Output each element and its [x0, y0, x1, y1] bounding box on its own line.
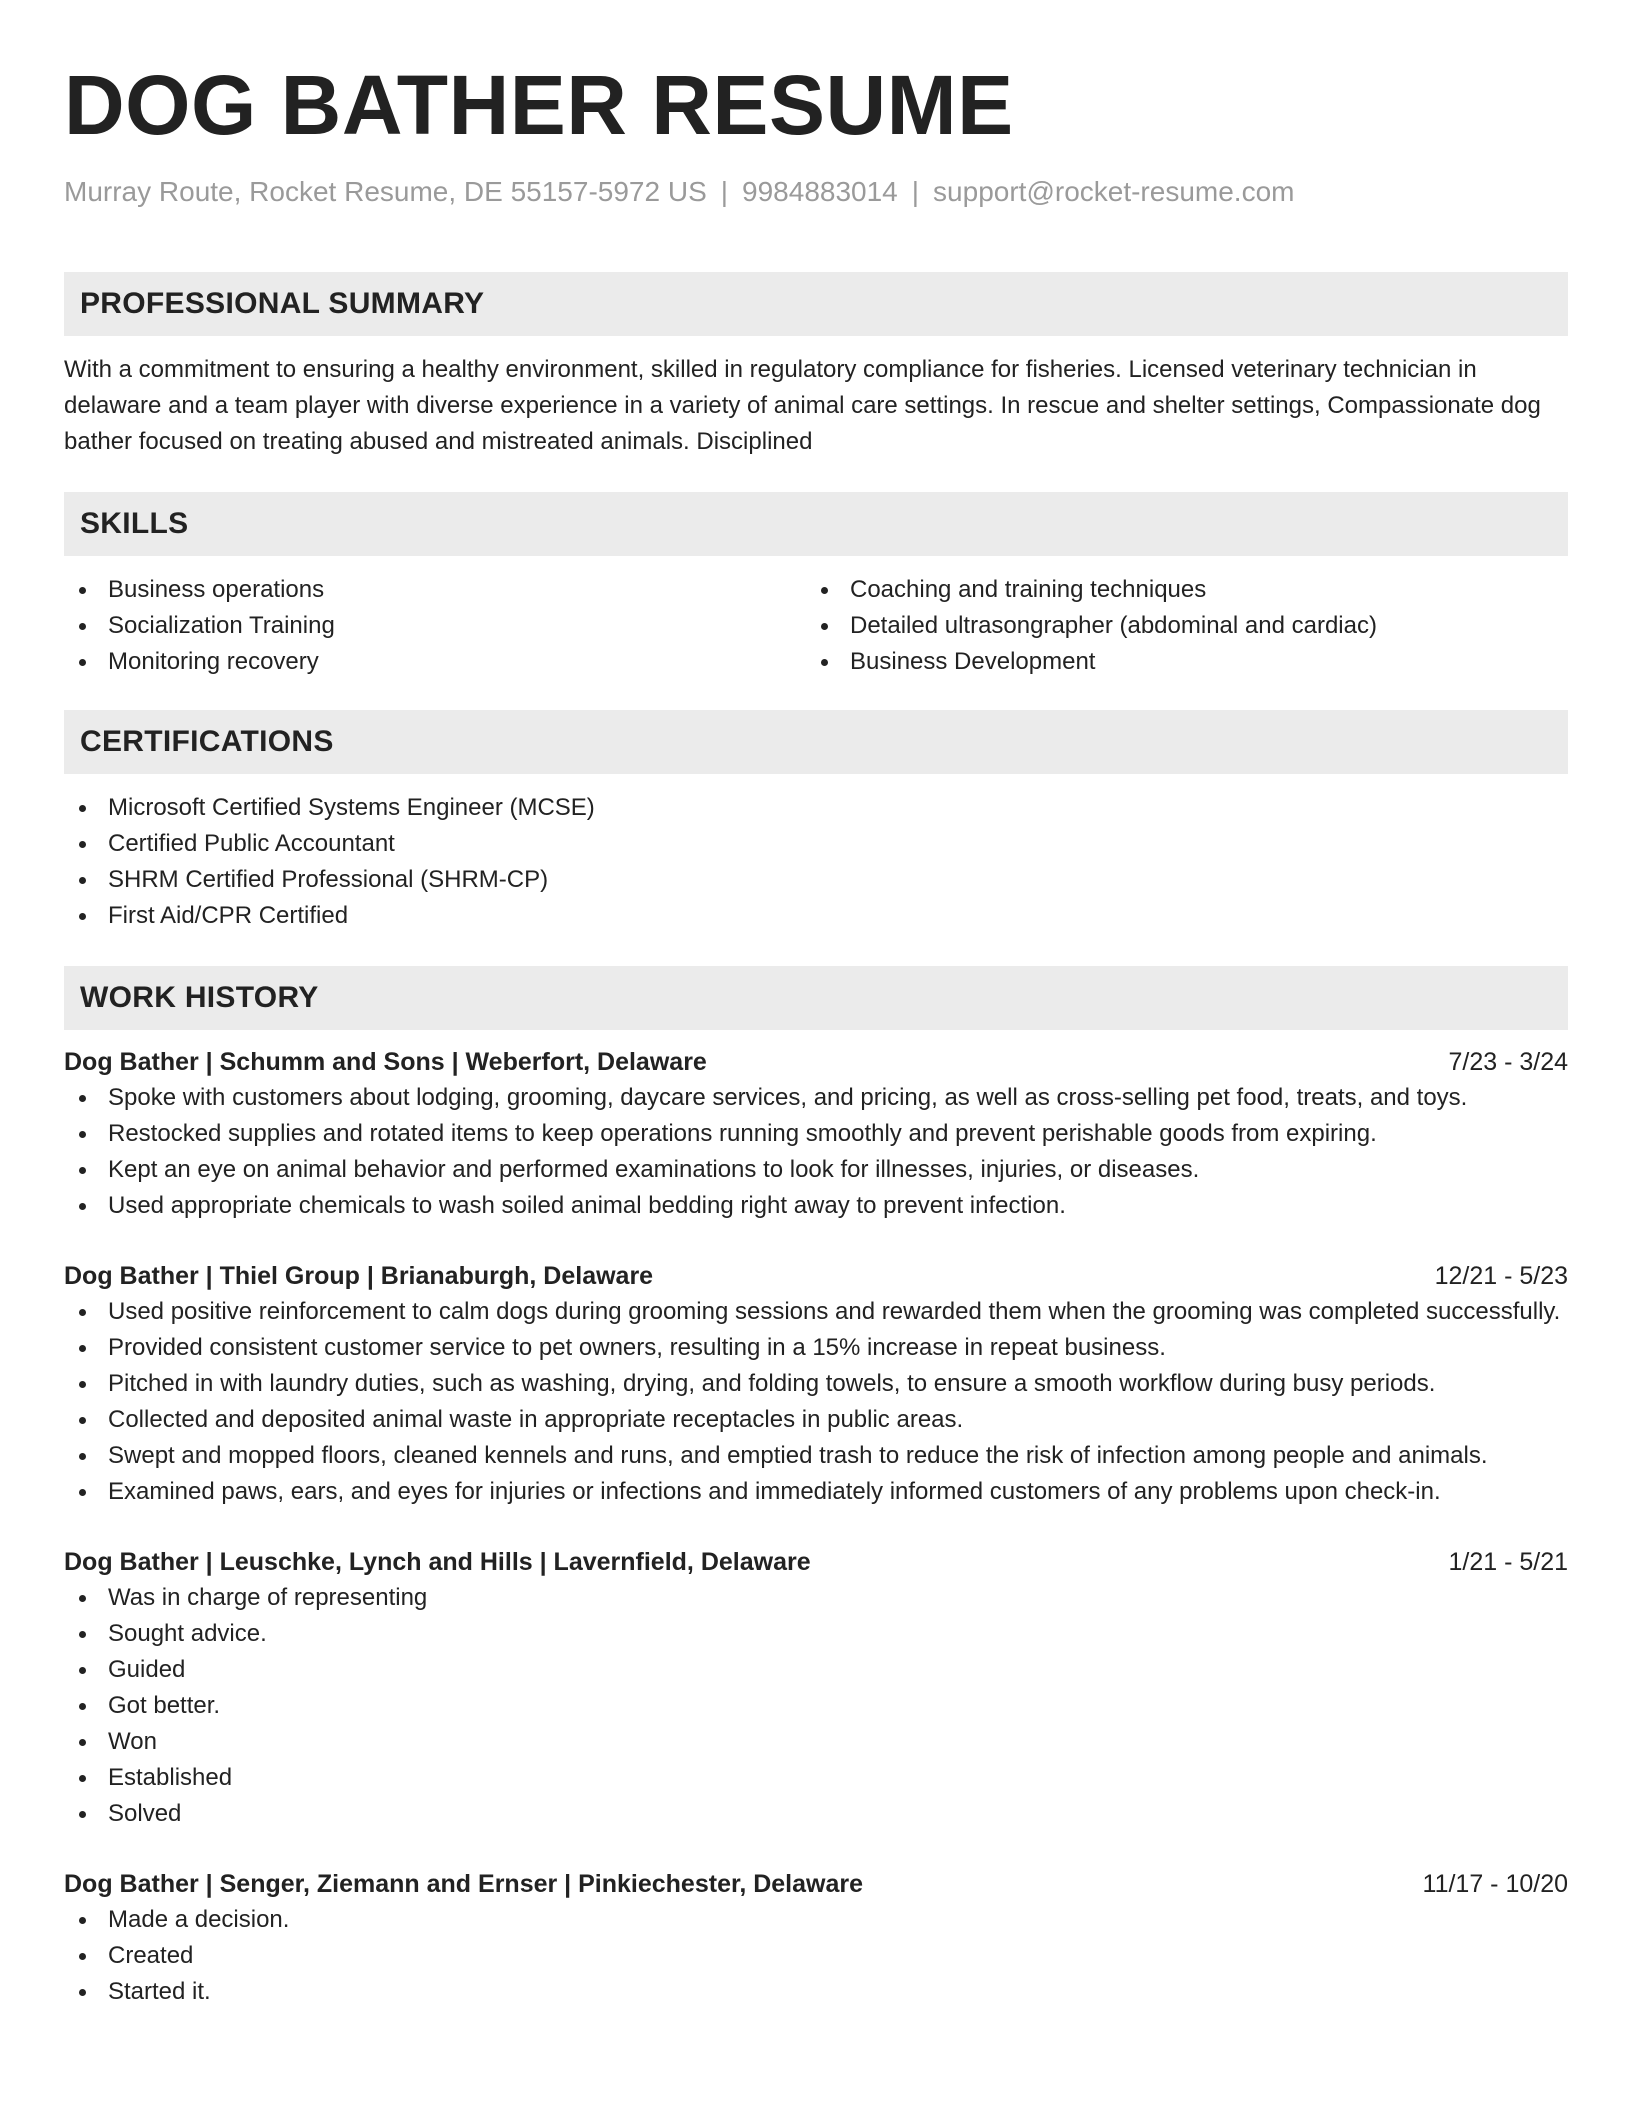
- skill-item: Business Development: [806, 644, 1548, 680]
- job-bullet: Used appropriate chemicals to wash soiled animal bedding right away to prevent infection.: [64, 1188, 1568, 1224]
- job-bullet-list: [64, 1080, 1568, 1224]
- job-bullet: Swept and mopped floors, cleaned kennels and runs, and emptied trash to reduce the risk of infection among people and animals.: [64, 1438, 1568, 1474]
- certifications-list: [64, 790, 1568, 934]
- skills-list-left: [64, 572, 806, 680]
- skills-section: [64, 492, 1568, 680]
- work-history-section: [64, 966, 1568, 2010]
- job-bullet: Solved: [64, 1796, 1568, 1832]
- job-entry: [64, 1258, 1568, 1510]
- job-title: Dog Bather | Senger, Ziemann and Ernser | Pinkiechester, Delaware: [64, 1870, 863, 1898]
- skill-item: Socialization Training: [64, 608, 806, 644]
- resume-page: [64, 0, 1568, 2010]
- job-bullet-list: [64, 1294, 1568, 1510]
- certification-item: Microsoft Certified Systems Engineer (MCSE): [64, 790, 1568, 826]
- job-bullet: Made a decision.: [64, 1902, 1568, 1938]
- job-bullet: Got better.: [64, 1688, 1568, 1724]
- job-bullet: Collected and deposited animal waste in appropriate receptacles in public areas.: [64, 1402, 1568, 1438]
- certification-item: SHRM Certified Professional (SHRM-CP): [64, 862, 1568, 898]
- job-bullet: Used positive reinforcement to calm dogs during grooming sessions and rewarded them when the grooming was completed successfully.: [64, 1294, 1568, 1330]
- skill-item: Business operations: [64, 572, 806, 608]
- certification-item: First Aid/CPR Certified: [64, 898, 1568, 934]
- skills-grid: [64, 572, 1568, 680]
- job-title: Dog Bather | Thiel Group | Brianaburgh, Delaware: [64, 1262, 654, 1290]
- job-dates: 12/21 - 5/23: [1434, 1262, 1568, 1290]
- job-bullet: Won: [64, 1724, 1568, 1760]
- job-dates: 7/23 - 3/24: [1448, 1048, 1568, 1076]
- job-bullet: Was in charge of representing: [64, 1580, 1568, 1616]
- job-bullet: Created: [64, 1938, 1568, 1974]
- job-bullet: Examined paws, ears, and eyes for injuries or infections and immediately informed customers of any problems upon check-in.: [64, 1474, 1568, 1510]
- job-title: Dog Bather | Leuschke, Lynch and Hills | Lavernfield, Delaware: [64, 1548, 811, 1576]
- job-bullet: Provided consistent customer service to pet owners, resulting in a 15% increase in repeat business.: [64, 1330, 1568, 1366]
- job-dates: 1/21 - 5/21: [1448, 1548, 1568, 1576]
- job-bullet: Sought advice.: [64, 1616, 1568, 1652]
- job-bullet: Spoke with customers about lodging, grooming, daycare services, and pricing, as well as cross-selling pet food, treats, and toys.: [64, 1080, 1568, 1116]
- skills-list-right: [806, 572, 1548, 680]
- job-title: Dog Bather | Schumm and Sons | Weberfort, Delaware: [64, 1048, 707, 1076]
- job-bullet: Started it.: [64, 1974, 1568, 2010]
- job-header: [64, 1544, 1568, 1580]
- skills-heading: SKILLS: [64, 492, 1568, 556]
- job-bullet: Pitched in with laundry duties, such as washing, drying, and folding towels, to ensure a smooth workflow during busy periods.: [64, 1366, 1568, 1402]
- summary-text: With a commitment to ensuring a healthy environment, skilled in regulatory compliance for fisheries. Licensed veterinary technician in delaware and a team player with diverse experience in a variety of animal care settings. In rescue and shelter settings, Compassionate dog bather focused on treating abused and mistreated animals. Disciplined: [64, 356, 1541, 455]
- summary-section: [64, 272, 1568, 460]
- job-header: [64, 1866, 1568, 1902]
- job-entry: [64, 1544, 1568, 1832]
- job-bullet: Established: [64, 1760, 1568, 1796]
- skill-item: Monitoring recovery: [64, 644, 806, 680]
- contact-address: Murray Route, Rocket Resume, DE 55157-5972 US: [64, 176, 707, 207]
- contact-separator: |: [720, 176, 729, 207]
- contact-line: [64, 174, 1568, 210]
- job-bullet: Kept an eye on animal behavior and performed examinations to look for illnesses, injuries, or diseases.: [64, 1152, 1568, 1188]
- work-history-heading: WORK HISTORY: [64, 966, 1568, 1030]
- job-bullet-list: [64, 1580, 1568, 1832]
- certifications-section: [64, 710, 1568, 934]
- job-header: [64, 1044, 1568, 1080]
- job-entry: [64, 1044, 1568, 1224]
- job-header: [64, 1258, 1568, 1294]
- job-dates: 11/17 - 10/20: [1422, 1870, 1568, 1898]
- job-bullet: Guided: [64, 1652, 1568, 1688]
- resume-title: DOG BATHER RESUME: [64, 58, 1014, 152]
- contact-phone: 9984883014: [742, 176, 898, 207]
- job-entry: [64, 1866, 1568, 2010]
- job-bullet: Restocked supplies and rotated items to keep operations running smoothly and prevent perishable goods from expiring.: [64, 1116, 1568, 1152]
- contact-separator: |: [911, 176, 920, 207]
- certifications-heading: CERTIFICATIONS: [64, 710, 1568, 774]
- summary-heading: PROFESSIONAL SUMMARY: [64, 272, 1568, 336]
- certification-item: Certified Public Accountant: [64, 826, 1568, 862]
- job-bullet-list: [64, 1902, 1568, 2010]
- skill-item: Coaching and training techniques: [806, 572, 1548, 608]
- skill-item: Detailed ultrasongrapher (abdominal and cardiac): [806, 608, 1548, 644]
- contact-email: support@rocket-resume.com: [933, 176, 1295, 207]
